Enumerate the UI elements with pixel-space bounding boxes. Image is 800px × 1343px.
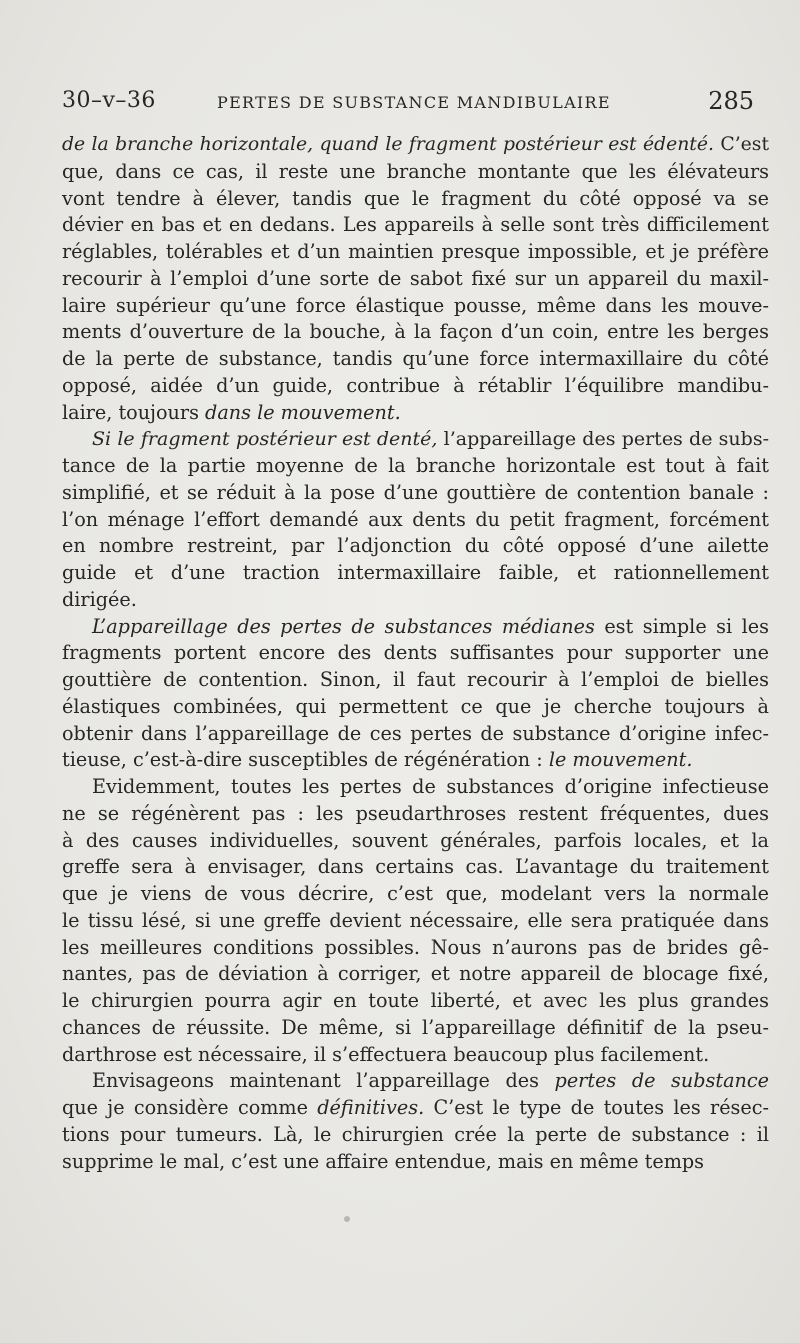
text-segment: ne se régénèrent pas : les pseudarthroses restent fréquentes, dues [62,801,769,825]
text-segment: est simple si les [594,614,769,638]
text-segment: à des causes individuelles, souvent générales, parfois locales, et la [62,828,769,852]
text-segment: tance de la partie moyenne de la branche horizontale est tout à fait [62,454,769,477]
text-line [62,533,769,560]
text-line [62,480,769,507]
text-line [62,1149,769,1176]
text-segment: nantes, pas de déviation à corriger, et notre appareil de blocage fixé, [62,962,769,986]
text-line [62,453,769,480]
italic-text: dans le mouvement. [205,400,401,424]
text-segment: réglables, tolérables et d’un maintien presque impossible, et je préfère [62,240,769,263]
running-head [62,84,754,118]
text-segment: ments d’ouverture de la bouche, à la façon d’un coin, entre les berges [62,320,769,344]
text-segment: simplifié, et se réduit à la pose d’une gouttière de contention banale : [62,480,769,504]
text-line [62,400,769,427]
text-segment: Envisageons maintenant l’appareillage des [92,1069,555,1093]
text-segment: élastiques combinées, qui permettent ce que je cherche toujours à [62,694,769,718]
text-line [62,1095,769,1122]
text-line [62,212,769,239]
text-line [62,988,769,1015]
paragraph [62,614,769,775]
text-segment: C’est le type de toutes les résec- [424,1096,769,1119]
text-line [62,587,769,614]
text-segment: l’appareillage des pertes de subs- [437,428,769,451]
text-segment: laire supérieur qu’une force élastique pousse, même dans les mouve- [62,293,769,317]
header-date: 30–v–36 [62,88,156,113]
text-line [62,346,769,373]
text-line [62,293,769,320]
text-line [62,801,769,828]
text-segment: chances de réussite. De même, si l’appareillage définitif de la pseu- [62,1015,769,1039]
text-segment: Evidemment, toutes les pertes de substances d’origine infectieuse [92,775,769,798]
italic-text: définitives. [317,1096,425,1119]
text-segment: l’on ménage l’effort demandé aux dents du petit fragment, forcément [62,507,769,531]
text-segment: guide et d’une traction intermaxillaire faible, et rationnellement [62,561,769,584]
text-line [62,373,769,400]
ink-speck [344,1216,350,1222]
text-segment: tieuse, c’est-à-dire susceptibles de régénération : [62,748,549,772]
text-line [62,667,769,694]
text-segment: de la perte de substance, tandis qu’une force intermaxillaire du côté [62,347,769,370]
text-line [62,426,769,453]
text-line [62,1015,769,1042]
text-line [62,186,769,213]
text-line [62,239,769,266]
text-segment: dévier en bas et en dedans. Les appareils à selle sont très difficilement [62,213,769,237]
text-line [62,507,769,534]
text-line [62,961,769,988]
text-line [62,1068,769,1095]
text-segment: en nombre restreint, par l’adjonction du côté opposé d’une ailette [62,534,769,558]
text-segment: gouttière de contention. Sinon, il faut recourir à l’emploi de bielles [62,668,769,691]
text-line [62,319,769,346]
italic-text: Si le fragment postérieur est denté, [92,428,438,451]
text-segment: que, dans ce cas, il reste une branche montante que les élévateurs [62,159,769,183]
italic-text: le mouvement. [548,748,693,772]
text-line [62,132,769,159]
text-line [62,640,769,667]
text-segment: darthrose est nécessaire, il s’effectuera beaucoup plus facilement. [62,1042,710,1066]
text-segment: tions pour tumeurs. Là, le chirurgien crée la perte de substance : il [62,1122,769,1146]
text-line [62,935,769,962]
text-line [62,828,769,855]
text-line [62,159,769,186]
italic-text: L’appareillage des pertes de substances médianes [92,614,595,638]
text-segment: dirigée. [62,587,137,611]
text-line [62,721,769,748]
text-segment: que je considère comme [62,1096,318,1119]
text-segment: vont tendre à élever, tandis que le fragment du côté opposé va se [62,186,769,210]
text-line [62,1122,769,1149]
text-segment: obtenir dans l’appareillage de ces pertes de substance d’origine infec- [62,721,769,745]
header-title: PERTES DE SUBSTANCE MANDIBULAIRE [217,93,611,112]
text-segment: opposé, aidée d’un guide, contribue à rétablir l’équilibre mandibu- [62,373,769,397]
paragraph [62,132,769,426]
text-segment: C’est [713,134,769,155]
text-line [62,747,769,774]
text-line [62,1042,769,1069]
text-segment: les meilleures conditions possibles. Nous n’aurons pas de brides gê- [62,935,769,959]
text-line [62,266,769,293]
paragraph [62,774,769,1068]
text-line [62,774,769,801]
text-line [62,881,769,908]
body-text [62,132,769,1175]
text-segment: recourir à l’emploi d’une sorte de sabot fixé sur un appareil du maxil- [62,266,769,290]
text-line [62,614,769,641]
text-line [62,908,769,935]
paragraph [62,426,769,613]
text-segment: fragments portent encore des dents suffisantes pour supporter une [62,641,769,665]
text-line [62,854,769,881]
italic-text: de la branche horizontale, quand le fragment postérieur est édenté. [62,134,714,155]
text-segment: le chirurgien pourra agir en toute liberté, et avec les plus grandes [62,989,769,1012]
page-number: 285 [708,87,754,115]
text-line [62,560,769,587]
text-segment: le tissu lésé, si une greffe devient nécessaire, elle sera pratiquée dans [62,908,769,932]
italic-text: pertes de substance [554,1069,769,1093]
paragraph [62,1068,769,1175]
text-segment: supprime le mal, c’est une affaire entendue, mais en même temps [62,1149,705,1173]
text-segment: greffe sera à envisager, dans certains cas. L’avantage du traitement [62,855,769,879]
text-segment: laire, toujours [62,400,206,424]
text-segment: que je viens de vous décrire, c’est que, modelant vers la normale [62,882,769,905]
text-line [62,694,769,721]
